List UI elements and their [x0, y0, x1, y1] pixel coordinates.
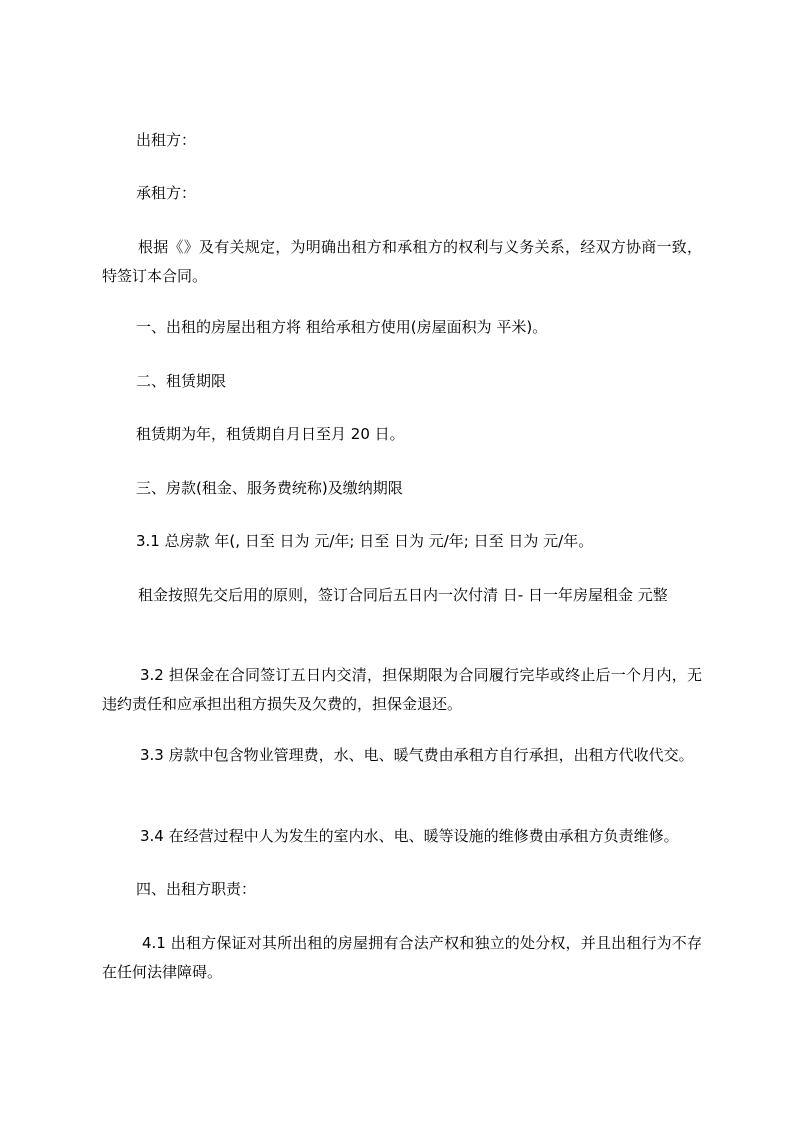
clause-4-1: 4.1 出租方保证对其所出租的房屋拥有合法产权和独立的处分权，并且出租行为不存在任何法律障碍。	[102, 934, 702, 981]
section-2-term: 租赁期为年，租赁期自月日至月 20 日。	[136, 425, 405, 443]
clause-3-2: 3.2 担保金在合同签订五日内交清，担保期限为合同履行完毕或终止后一个月内，无违约责任和应承担出租方损失及欠费的，担保金退还。	[102, 666, 702, 713]
preamble-paragraph: 根据《》及有关规定，为明确出租方和承租方的权利与义务关系，经双方协商一致，特签订本合同。	[102, 238, 702, 285]
section-2-heading: 二、租赁期限	[136, 372, 227, 390]
rent-payment-paragraph: 租金按照先交后用的原则，签订合同后五日内一次付清 日- 日一年房屋租金 元整	[138, 586, 668, 604]
lessor-label: 出租方：	[136, 131, 197, 149]
section-1-premises: 一、出租的房屋出租方将 租给承租方使用(房屋面积为 平米)。	[136, 318, 548, 336]
clause-3-1: 3.1 总房款 年(, 日至 日为 元/年; 日至 日为 元/年; 日至 日为 元/年。	[136, 532, 594, 550]
lessee-label: 承租方：	[136, 184, 197, 202]
clause-3-4: 3.4 在经营过程中人为发生的室内水、电、暖等设施的维修费由承租方负责维修。	[140, 827, 679, 845]
section-4-heading: 四、出租方职责：	[136, 880, 257, 898]
clause-3-3: 3.3 房款中包含物业管理费，水、电、暖气费由承租方自行承担，出租方代收代交。	[140, 746, 694, 764]
section-3-heading: 三、房款(租金、服务费统称)及缴纳期限	[136, 479, 403, 497]
